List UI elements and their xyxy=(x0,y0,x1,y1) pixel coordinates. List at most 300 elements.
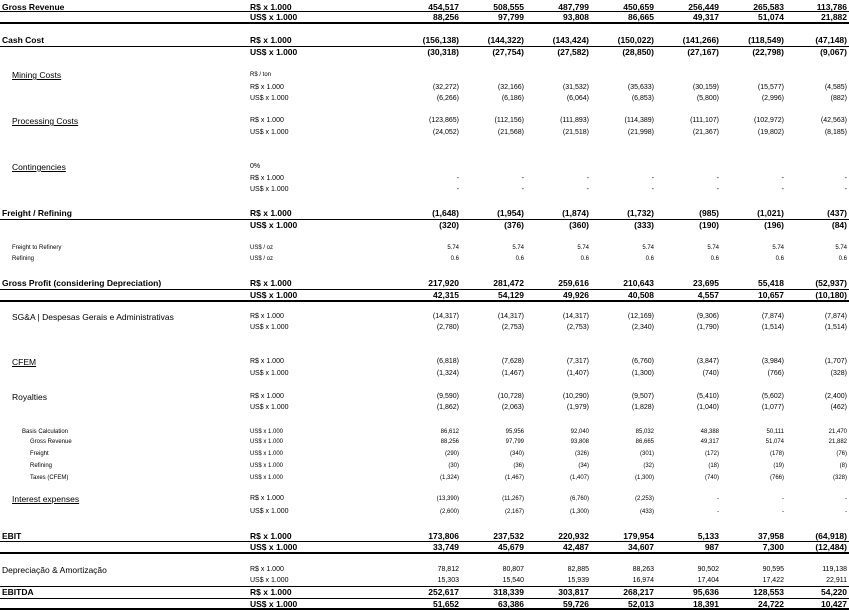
value-cell: 217,920 xyxy=(428,278,459,288)
value-cell: 48,388 xyxy=(700,429,719,435)
value-cell: 21,470 xyxy=(828,429,847,435)
value-cell: (326) xyxy=(574,451,589,457)
value-cell: (985) xyxy=(699,208,719,218)
value-cell: (111,893) xyxy=(560,117,589,124)
value-cell: (882) xyxy=(830,95,847,102)
value-cell: (3,847) xyxy=(696,358,719,365)
value-cell: 10,657 xyxy=(758,290,784,300)
row-label: Refining xyxy=(30,463,53,469)
value-cell: 63,386 xyxy=(498,599,524,609)
row-label: Taxes (CFEM) xyxy=(30,475,69,481)
row-unit: 0% xyxy=(250,163,261,170)
value-cell: (1,874) xyxy=(562,208,589,218)
value-cell: 95,956 xyxy=(505,429,524,435)
value-cell: (196) xyxy=(764,220,784,230)
value-cell: 54,220 xyxy=(821,587,847,597)
value-cell: (1,324) xyxy=(436,370,459,377)
value-cell: 5.74 xyxy=(642,245,654,251)
value-cell: 82,885 xyxy=(567,566,589,573)
value-cell: (7,628) xyxy=(501,358,524,365)
value-cell: - xyxy=(716,186,719,193)
value-cell: - xyxy=(716,175,719,182)
row-unit: R$ / ton xyxy=(250,72,272,78)
value-cell: 5.74 xyxy=(512,245,524,251)
value-cell: (2,167) xyxy=(504,509,524,515)
value-cell: (178) xyxy=(769,451,784,457)
value-cell: 78,812 xyxy=(437,566,459,573)
row-unit: R$ x 1.000 xyxy=(250,35,292,45)
value-cell: (6,760) xyxy=(631,358,654,365)
value-cell: 92,040 xyxy=(570,429,589,435)
value-cell: 5.74 xyxy=(707,245,719,251)
value-cell: - xyxy=(586,186,589,193)
value-cell: (30,159) xyxy=(692,84,719,91)
row-label: Gross Profit (considering Depreciation) xyxy=(2,278,162,288)
value-cell: (766) xyxy=(769,475,784,481)
value-cell: 5.74 xyxy=(772,245,784,251)
rule xyxy=(0,289,849,290)
value-cell: (27,167) xyxy=(687,47,719,57)
value-cell: (1,732) xyxy=(627,208,654,218)
rule xyxy=(0,300,849,302)
value-cell: (333) xyxy=(634,220,654,230)
row-label: Freight / Refining xyxy=(2,208,72,218)
value-cell: 42,315 xyxy=(433,290,459,300)
value-cell: - xyxy=(456,175,459,182)
value-cell: (9,507) xyxy=(631,393,654,400)
value-cell: (42,563) xyxy=(820,117,847,124)
row-unit: R$ x 1.000 xyxy=(250,587,292,597)
value-cell: 10,427 xyxy=(821,599,847,609)
rule xyxy=(0,219,849,220)
value-cell: 86,665 xyxy=(628,12,654,22)
value-cell: (64,918) xyxy=(815,531,847,541)
value-cell: (1,300) xyxy=(634,475,654,481)
value-cell: 50,111 xyxy=(766,429,784,435)
value-cell: 0.6 xyxy=(450,256,459,262)
value-cell: (21,998) xyxy=(627,129,654,136)
value-cell: (18) xyxy=(708,463,719,469)
value-cell: 0.6 xyxy=(710,256,719,262)
value-cell: (5,602) xyxy=(761,393,784,400)
value-cell: (102,972) xyxy=(754,117,784,124)
value-cell: 88,263 xyxy=(632,566,654,573)
value-cell: (9,306) xyxy=(696,313,719,320)
value-cell: - xyxy=(844,186,847,193)
value-cell: (114,389) xyxy=(624,117,654,124)
value-cell: 52,013 xyxy=(628,599,654,609)
value-cell: (6,853) xyxy=(631,95,654,102)
value-cell: - xyxy=(781,175,784,182)
value-cell: (1,407) xyxy=(569,475,589,481)
row-unit: US$ x 1.000 xyxy=(250,577,289,584)
row-unit: R$ x 1.000 xyxy=(250,313,284,320)
value-cell: (27,754) xyxy=(492,47,524,57)
value-cell: - xyxy=(651,175,654,182)
value-cell: - xyxy=(845,509,847,515)
value-cell: (1,514) xyxy=(824,324,847,331)
value-cell: (6,266) xyxy=(436,95,459,102)
row-unit: R$ x 1.000 xyxy=(250,531,292,541)
row-label: Royalties xyxy=(12,392,47,402)
value-cell: 987 xyxy=(704,542,719,552)
value-cell: (15,577) xyxy=(757,84,784,91)
value-cell: 49,317 xyxy=(693,12,719,22)
value-cell: (14,317) xyxy=(497,313,524,320)
value-cell: 86,612 xyxy=(440,429,459,435)
row-unit: US$ x 1.000 xyxy=(250,599,298,609)
value-cell: (340) xyxy=(509,451,524,457)
row-label: CFEM xyxy=(12,357,37,367)
row-unit: R$ x 1.000 xyxy=(250,175,284,182)
value-cell: 454,517 xyxy=(428,2,459,12)
value-cell: 450,659 xyxy=(623,2,654,12)
value-cell: (2,253) xyxy=(634,496,654,502)
value-cell: (2,340) xyxy=(631,324,654,331)
value-cell: (7,874) xyxy=(824,313,847,320)
value-cell: - xyxy=(586,175,589,182)
row-label: SG&A | Despesas Gerais e Administrativas xyxy=(12,312,174,322)
value-cell: 93,808 xyxy=(563,12,589,22)
value-cell: (14,317) xyxy=(432,313,459,320)
value-cell: 210,643 xyxy=(623,278,654,288)
value-cell: 54,129 xyxy=(498,290,524,300)
row-unit: US$ x 1.000 xyxy=(250,290,298,300)
row-unit: US$ x 1.000 xyxy=(250,463,284,469)
row-unit: US$ x 1.000 xyxy=(250,95,289,102)
value-cell: (8,185) xyxy=(824,129,847,136)
value-cell: (84) xyxy=(831,220,847,230)
rule xyxy=(0,22,849,24)
value-cell: 33,749 xyxy=(433,542,459,552)
value-cell: (1,828) xyxy=(631,404,654,411)
value-cell: - xyxy=(651,186,654,193)
row-unit: R$ x 1.000 xyxy=(250,278,292,288)
value-cell: 55,418 xyxy=(758,278,784,288)
value-cell: 281,472 xyxy=(493,278,524,288)
value-cell: 119,138 xyxy=(822,566,847,573)
value-cell: (172) xyxy=(704,451,719,457)
value-cell: (3,984) xyxy=(761,358,784,365)
value-cell: (8) xyxy=(839,463,847,469)
row-unit: US$ x 1.000 xyxy=(250,220,298,230)
value-cell: (47,148) xyxy=(815,35,847,45)
value-cell: (376) xyxy=(504,220,524,230)
value-cell: - xyxy=(844,175,847,182)
value-cell: 97,799 xyxy=(505,439,524,445)
value-cell: 37,958 xyxy=(758,531,784,541)
row-unit: US$ x 1.000 xyxy=(250,129,289,136)
row-unit: US$ x 1.000 xyxy=(250,451,284,457)
value-cell: 15,939 xyxy=(567,577,589,584)
value-cell: 97,799 xyxy=(498,12,524,22)
row-label: Gross Revenue xyxy=(30,439,72,445)
value-cell: - xyxy=(782,509,784,515)
row-unit: US$ x 1.000 xyxy=(250,47,298,57)
value-cell: 21,882 xyxy=(821,12,847,22)
value-cell: (2,400) xyxy=(824,393,847,400)
value-cell: 34,607 xyxy=(628,542,654,552)
value-cell: 4,557 xyxy=(697,290,719,300)
row-label: Gross Revenue xyxy=(2,2,65,12)
value-cell: 5.74 xyxy=(577,245,589,251)
value-cell: 508,555 xyxy=(493,2,524,12)
value-cell: 90,595 xyxy=(762,566,784,573)
value-cell: (144,322) xyxy=(487,35,524,45)
value-cell: (27,582) xyxy=(557,47,589,57)
value-cell: (1,324) xyxy=(439,475,459,481)
value-cell: 17,422 xyxy=(762,577,784,584)
value-cell: (28,850) xyxy=(622,47,654,57)
value-cell: (1,707) xyxy=(824,358,847,365)
row-label: Freight to Refinery xyxy=(12,245,62,251)
value-cell: (35,633) xyxy=(627,84,654,91)
value-cell: 45,679 xyxy=(498,542,524,552)
value-cell: 51,074 xyxy=(765,439,784,445)
value-cell: (19) xyxy=(773,463,784,469)
value-cell: (360) xyxy=(569,220,589,230)
row-unit: US$ x 1.000 xyxy=(250,370,289,377)
value-cell: - xyxy=(782,496,784,502)
value-cell: - xyxy=(717,496,719,502)
value-cell: (123,865) xyxy=(429,117,459,124)
value-cell: 49,317 xyxy=(700,439,719,445)
value-cell: (12,169) xyxy=(627,313,654,320)
value-cell: (4,585) xyxy=(824,84,847,91)
row-unit: US$ x 1.000 xyxy=(250,429,284,435)
value-cell: 15,303 xyxy=(437,577,459,584)
rule xyxy=(0,11,849,12)
value-cell: (30,318) xyxy=(427,47,459,57)
value-cell: 173,806 xyxy=(428,531,459,541)
value-cell: (31,532) xyxy=(562,84,589,91)
value-cell: 303,817 xyxy=(558,587,589,597)
value-cell: - xyxy=(521,186,524,193)
value-cell: (1,300) xyxy=(569,509,589,515)
value-cell: 487,799 xyxy=(558,2,589,12)
value-cell: (10,180) xyxy=(815,290,847,300)
value-cell: 86,665 xyxy=(635,439,654,445)
value-cell: (7,874) xyxy=(761,313,784,320)
value-cell: 40,508 xyxy=(628,290,654,300)
row-unit: US$ x 1.000 xyxy=(250,404,289,411)
value-cell: (1,077) xyxy=(761,404,784,411)
value-cell: (740) xyxy=(702,370,719,377)
value-cell: (143,424) xyxy=(552,35,589,45)
row-label: EBITDA xyxy=(2,587,34,597)
value-cell: 51,652 xyxy=(433,599,459,609)
value-cell: (118,549) xyxy=(748,35,784,45)
value-cell: 49,926 xyxy=(563,290,589,300)
row-unit: US$ / oz xyxy=(250,245,274,251)
row-unit: US$ / oz xyxy=(250,256,274,262)
value-cell: (13,390) xyxy=(436,496,459,502)
row-label: Cash Cost xyxy=(2,35,45,45)
row-label: Basis Calculation xyxy=(22,429,69,435)
value-cell: 128,553 xyxy=(753,587,784,597)
row-unit: US$ x 1.000 xyxy=(250,542,298,552)
value-cell: (1,407) xyxy=(566,370,589,377)
row-unit: R$ x 1.000 xyxy=(250,566,284,573)
value-cell: 268,217 xyxy=(623,587,654,597)
value-cell: (24,052) xyxy=(432,129,459,136)
row-label: Freight xyxy=(30,451,49,457)
value-cell: (12,484) xyxy=(815,542,847,552)
row-unit: US$ x 1.000 xyxy=(250,324,289,331)
value-cell: (320) xyxy=(439,220,459,230)
row-label: Contingencies xyxy=(12,162,66,172)
value-cell: 22,911 xyxy=(826,577,847,584)
row-label: Refining xyxy=(12,256,35,262)
row-unit: R$ x 1.000 xyxy=(250,495,284,502)
value-cell: (156,138) xyxy=(422,35,459,45)
value-cell: 88,256 xyxy=(440,439,459,445)
value-cell: 220,932 xyxy=(558,531,589,541)
value-cell: 93,808 xyxy=(570,439,589,445)
rule xyxy=(0,586,849,587)
value-cell: (766) xyxy=(767,370,784,377)
value-cell: (1,040) xyxy=(696,404,719,411)
value-cell: (2,600) xyxy=(439,509,459,515)
value-cell: (6,760) xyxy=(569,496,589,502)
value-cell: 0.6 xyxy=(515,256,524,262)
value-cell: 113,786 xyxy=(816,2,847,12)
value-cell: (740) xyxy=(704,475,719,481)
row-unit: R$ x 1.000 xyxy=(250,393,284,400)
value-cell: (1,862) xyxy=(436,404,459,411)
value-cell: (32,272) xyxy=(432,84,459,91)
rule xyxy=(0,541,849,542)
value-cell: (2,753) xyxy=(566,324,589,331)
value-cell: (112,156) xyxy=(494,117,524,124)
value-cell: (14,317) xyxy=(562,313,589,320)
value-cell: (437) xyxy=(827,208,847,218)
value-cell: 16,974 xyxy=(632,577,654,584)
value-cell: 5,133 xyxy=(697,531,719,541)
value-cell: 23,695 xyxy=(693,278,719,288)
value-cell: 5.74 xyxy=(447,245,459,251)
value-cell: (1,467) xyxy=(501,370,524,377)
row-label: EBIT xyxy=(2,531,22,541)
row-unit: US$ x 1.000 xyxy=(250,186,289,193)
value-cell: 90,502 xyxy=(697,566,719,573)
row-unit: US$ x 1.000 xyxy=(250,508,289,515)
value-cell: - xyxy=(845,496,847,502)
value-cell: (141,266) xyxy=(682,35,719,45)
value-cell: (10,290) xyxy=(562,393,589,400)
value-cell: (21,568) xyxy=(497,129,524,136)
value-cell: 5.74 xyxy=(835,245,847,251)
value-cell: (290) xyxy=(444,451,459,457)
value-cell: 42,487 xyxy=(563,542,589,552)
value-cell: (32) xyxy=(643,463,654,469)
value-cell: 88,256 xyxy=(433,12,459,22)
value-cell: 179,954 xyxy=(623,531,654,541)
value-cell: (21,518) xyxy=(562,129,589,136)
row-label: Interest expenses xyxy=(12,494,80,504)
value-cell: (1,300) xyxy=(631,370,654,377)
row-unit: US$ x 1.000 xyxy=(250,439,284,445)
row-unit: R$ x 1.000 xyxy=(250,2,292,12)
value-cell: (76) xyxy=(836,451,847,457)
value-cell: (22,798) xyxy=(752,47,784,57)
row-unit: US$ x 1.000 xyxy=(250,475,284,481)
value-cell: (6,186) xyxy=(501,95,524,102)
row-label: Mining Costs xyxy=(12,70,62,80)
value-cell: (328) xyxy=(832,475,847,481)
value-cell: 256,449 xyxy=(688,2,719,12)
value-cell: (111,107) xyxy=(690,117,719,124)
row-unit: R$ x 1.000 xyxy=(250,117,284,124)
value-cell: (19,802) xyxy=(757,129,784,136)
value-cell: (2,780) xyxy=(436,324,459,331)
value-cell: 95,636 xyxy=(693,587,719,597)
value-cell: 0.6 xyxy=(580,256,589,262)
value-cell: 80,807 xyxy=(502,566,524,573)
rule xyxy=(0,598,849,599)
value-cell: (433) xyxy=(639,509,654,515)
value-cell: (1,979) xyxy=(566,404,589,411)
value-cell: (462) xyxy=(830,404,847,411)
value-cell: (2,996) xyxy=(761,95,784,102)
rule xyxy=(0,552,849,554)
value-cell: 18,391 xyxy=(693,599,719,609)
value-cell: 21,882 xyxy=(828,439,847,445)
value-cell: 51,074 xyxy=(758,12,784,22)
row-unit: R$ x 1.000 xyxy=(250,208,292,218)
value-cell: 17,404 xyxy=(697,577,719,584)
value-cell: (150,022) xyxy=(617,35,654,45)
value-cell: (30) xyxy=(448,463,459,469)
rule xyxy=(0,46,849,47)
value-cell: (6,064) xyxy=(566,95,589,102)
value-cell: 15,540 xyxy=(502,577,524,584)
value-cell: 85,032 xyxy=(635,429,654,435)
row-label: Processing Costs xyxy=(12,116,79,126)
value-cell: (1,467) xyxy=(504,475,524,481)
value-cell: 59,726 xyxy=(563,599,589,609)
value-cell: (1,790) xyxy=(696,324,719,331)
value-cell: 0.6 xyxy=(838,256,847,262)
value-cell: 24,722 xyxy=(758,599,784,609)
value-cell: (32,166) xyxy=(497,84,524,91)
value-cell: 237,532 xyxy=(493,531,524,541)
value-cell: - xyxy=(456,186,459,193)
value-cell: (301) xyxy=(639,451,654,457)
value-cell: (9,590) xyxy=(436,393,459,400)
row-unit: US$ x 1.000 xyxy=(250,12,298,22)
value-cell: 259,616 xyxy=(558,278,589,288)
value-cell: 7,300 xyxy=(762,542,784,552)
value-cell: 0.6 xyxy=(775,256,784,262)
value-cell: (5,410) xyxy=(696,393,719,400)
value-cell: - xyxy=(717,509,719,515)
value-cell: 0.6 xyxy=(645,256,654,262)
row-label: Depreciação & Amortização xyxy=(2,565,107,575)
value-cell: (2,063) xyxy=(501,404,524,411)
value-cell: (5,800) xyxy=(696,95,719,102)
value-cell: (1,954) xyxy=(497,208,524,218)
value-cell: - xyxy=(521,175,524,182)
value-cell: (6,818) xyxy=(436,358,459,365)
value-cell: (2,753) xyxy=(501,324,524,331)
value-cell: (1,648) xyxy=(432,208,459,218)
value-cell: (21,367) xyxy=(692,129,719,136)
value-cell: (52,937) xyxy=(815,278,847,288)
value-cell: 252,617 xyxy=(428,587,459,597)
value-cell: (190) xyxy=(699,220,719,230)
value-cell: 318,339 xyxy=(493,587,524,597)
